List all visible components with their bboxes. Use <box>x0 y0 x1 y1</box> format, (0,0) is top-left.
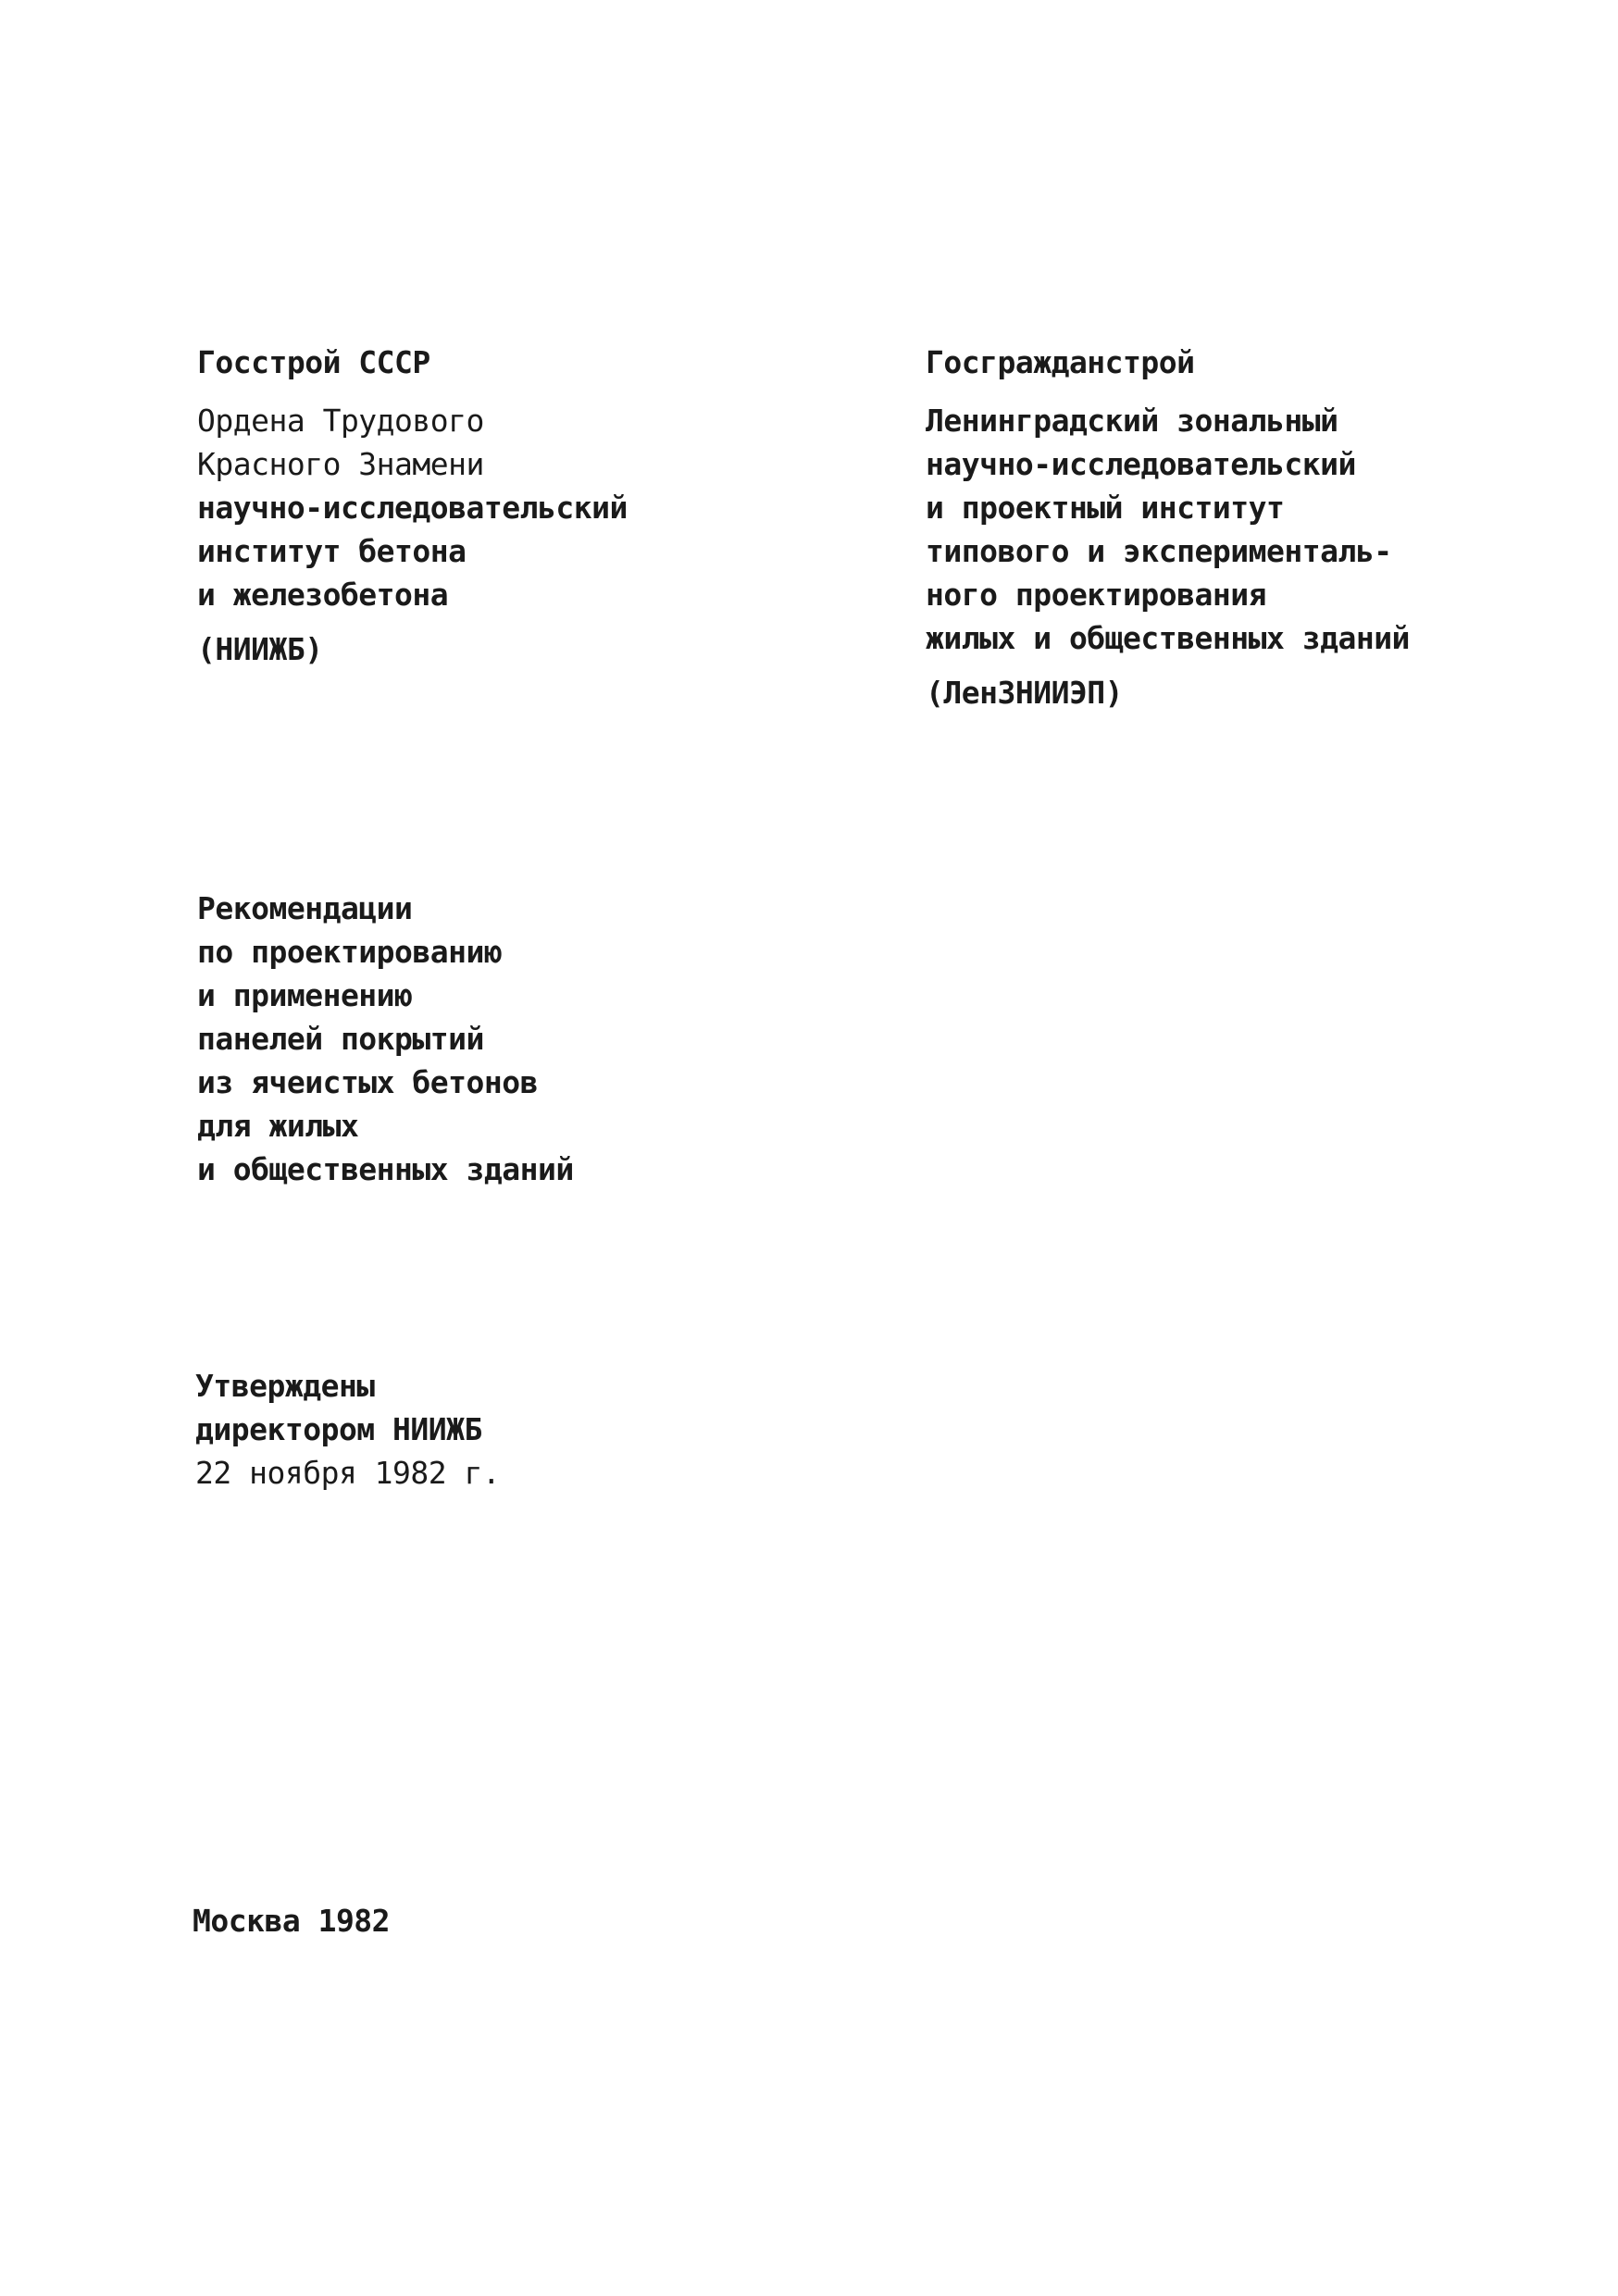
title-line: и общественных зданий <box>197 1151 574 1187</box>
approval-block <box>195 1364 500 1495</box>
title-line: по проектированию <box>197 934 503 970</box>
title-line: панелей покрытий <box>197 1021 484 1057</box>
right-org-name-line: типового и эксперименталь- <box>926 533 1392 569</box>
left-org-name-line: Красного Знамени <box>197 446 484 482</box>
left-org-name-line: научно-исследовательский <box>197 490 628 526</box>
left-ministry: Госстрой СССР <box>197 344 430 380</box>
left-org-name-line: и железобетона <box>197 577 449 613</box>
left-organization-block <box>197 341 628 671</box>
right-org-name-line: и проектный институт <box>926 490 1285 526</box>
left-org-name-line: институт бетона <box>197 533 467 569</box>
approval-line: Утверждены <box>195 1368 375 1404</box>
right-org-name-line: ного проектирования <box>926 577 1266 613</box>
approval-date: 22 ноября 1982 г. <box>195 1455 501 1491</box>
title-line: из ячеистых бетонов <box>197 1064 538 1100</box>
right-org-name-line: научно-исследовательский <box>926 446 1356 482</box>
imprint-city-year: Москва 1982 <box>193 1903 391 1939</box>
document-title <box>197 887 574 1191</box>
title-line: Рекомендации <box>197 890 413 926</box>
imprint <box>193 1899 390 1942</box>
approval-line: директором НИИЖБ <box>195 1411 482 1447</box>
title-line: для жилых <box>197 1108 359 1144</box>
right-org-name-line: Ленинградский зональный <box>926 403 1338 439</box>
right-org-abbreviation: (ЛенЗНИИЭП) <box>926 675 1124 711</box>
right-ministry: Госгражданстрой <box>926 344 1195 380</box>
right-organization-block <box>926 341 1410 714</box>
left-org-name-line: Ордена Трудового <box>197 403 484 439</box>
right-org-name-line: жилых и общественных зданий <box>926 620 1410 656</box>
title-line: и применению <box>197 977 413 1013</box>
left-org-abbreviation: (НИИЖБ) <box>197 631 323 667</box>
